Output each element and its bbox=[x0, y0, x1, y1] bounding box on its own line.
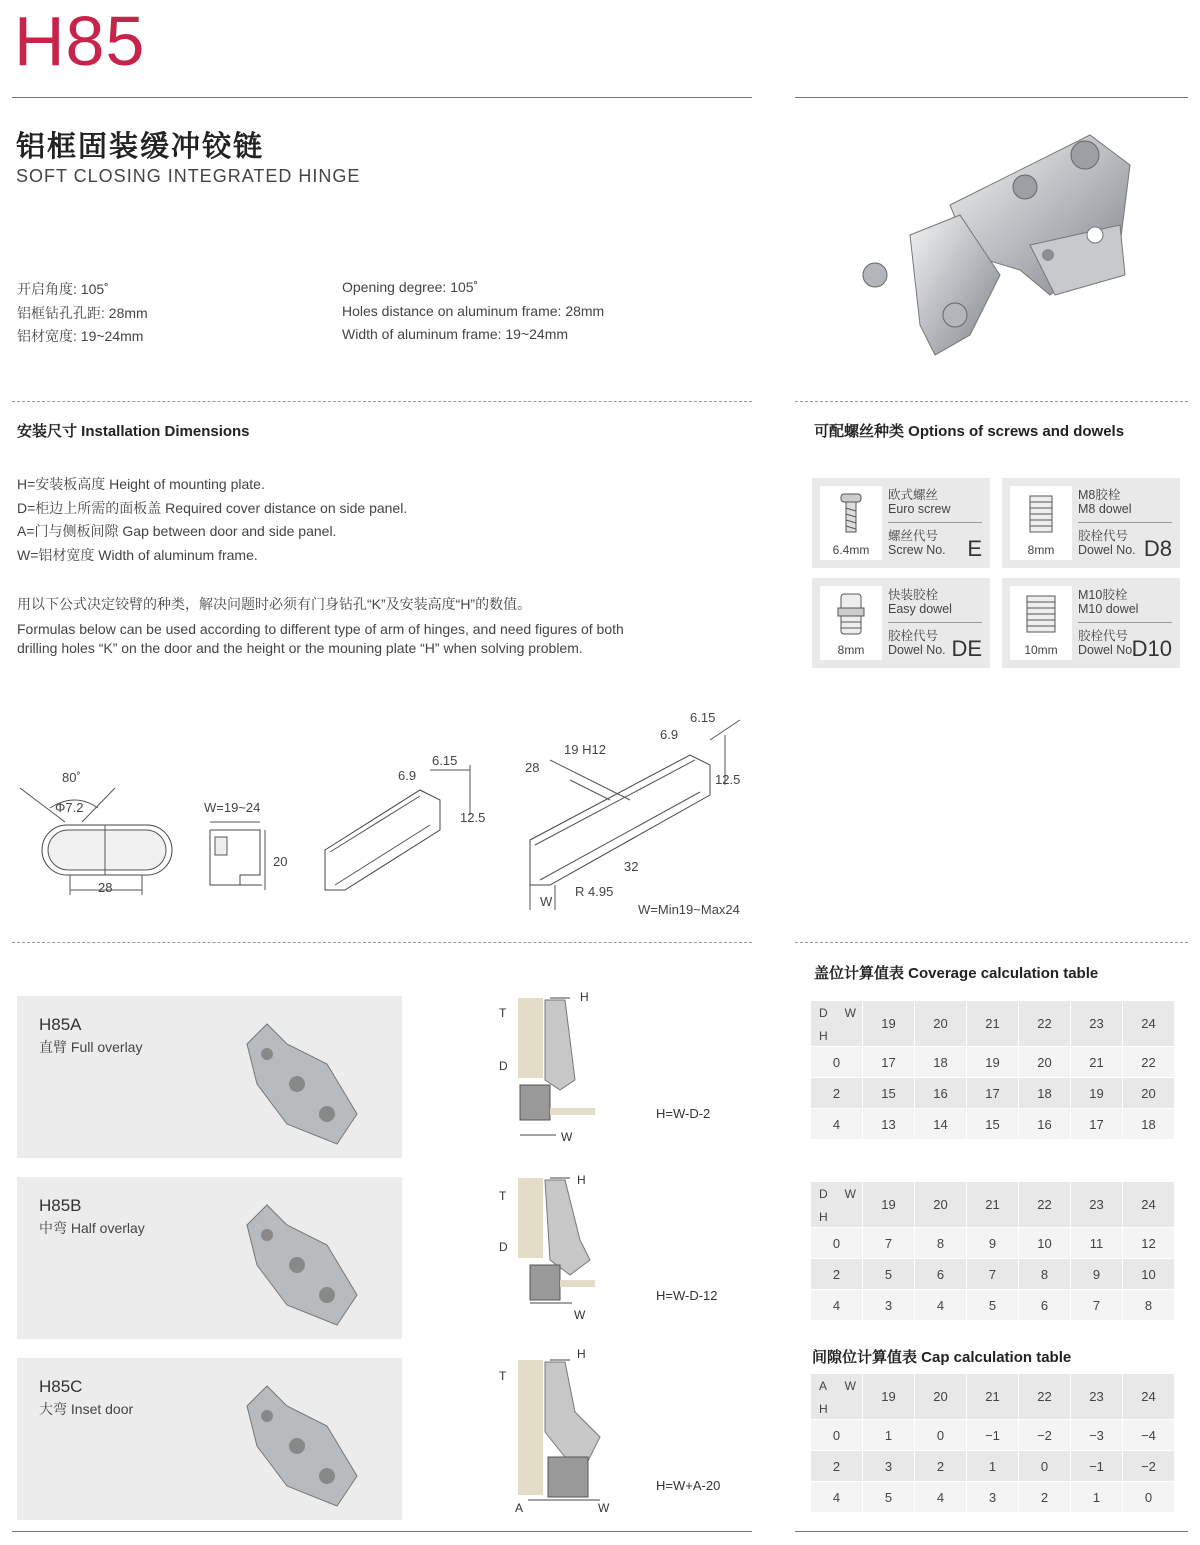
table-row: 4 5 4 3 2 1 0 bbox=[811, 1482, 1175, 1513]
screw-card-m10 bbox=[1002, 578, 1180, 668]
easy-code: DE bbox=[951, 636, 982, 661]
label-w: W bbox=[561, 1130, 573, 1144]
label-w: W bbox=[598, 1501, 610, 1515]
label-p2-a: 6.15 bbox=[690, 710, 716, 725]
model-card-h85b bbox=[17, 1177, 402, 1339]
label-cup-dia: Φ7.2 bbox=[55, 800, 84, 815]
model-name: H85A bbox=[39, 1015, 82, 1034]
hinge-arm-image bbox=[207, 1004, 377, 1154]
divider-screws bbox=[795, 401, 1188, 402]
label-p1-a: 6.9 bbox=[398, 768, 417, 783]
easy-dowel-icon bbox=[820, 586, 882, 660]
header-rule-right bbox=[795, 97, 1188, 98]
label-a: A bbox=[515, 1501, 524, 1515]
m10-code: D10 bbox=[1131, 636, 1172, 661]
col-header: 24 bbox=[1123, 1001, 1175, 1047]
coverage-table-2 bbox=[810, 1181, 1175, 1321]
col-header: 24 bbox=[1123, 1374, 1175, 1420]
col-header: 22 bbox=[1019, 1001, 1071, 1047]
label-t: T bbox=[499, 1189, 507, 1203]
cap-table bbox=[810, 1373, 1175, 1513]
col-header: 21 bbox=[967, 1001, 1019, 1047]
label-w: W bbox=[574, 1308, 586, 1322]
screw-code: E bbox=[967, 536, 982, 561]
model-card-h85c bbox=[17, 1358, 402, 1520]
coverage-table-1 bbox=[810, 1000, 1175, 1140]
label-p2-b: 6.9 bbox=[660, 727, 679, 742]
title-english: SOFT CLOSING INTEGRATED HINGE bbox=[16, 166, 361, 186]
model-desc: 直臂 Full overlay bbox=[39, 1039, 143, 1055]
easy-size: 8mm bbox=[837, 643, 865, 657]
table-corner: D W H bbox=[811, 1182, 863, 1228]
install-title: 安装尺寸 Installation Dimensions bbox=[17, 423, 250, 440]
screw-name-cn: 欧式螺丝 bbox=[888, 488, 939, 502]
screw-card-easy bbox=[812, 578, 990, 668]
header-rule-left bbox=[12, 97, 752, 98]
easy-name-en: Easy dowel bbox=[888, 602, 952, 616]
install-note-cn: 用以下公式决定铰臂的种类，解决问题时必须有门身钻孔“K”及安装高度“H”的数值。 bbox=[17, 596, 532, 612]
install-note-en-2: drilling holes “K” on the door and the height or the mouning plate “H” when solving problem. bbox=[17, 640, 583, 656]
formula-h85b: H=W-D-12 bbox=[656, 1288, 718, 1303]
euro-screw-icon bbox=[820, 486, 882, 560]
label-t: T bbox=[499, 1369, 507, 1383]
col-header: 23 bbox=[1071, 1001, 1123, 1047]
table-row: 2 5 6 7 8 9 10 bbox=[811, 1259, 1175, 1290]
label-frame-h: 20 bbox=[273, 854, 288, 869]
spec-holes-en: Holes distance on aluminum frame: 28mm bbox=[342, 302, 605, 319]
dowel-code-en: Dowel No. bbox=[1078, 543, 1136, 557]
label-p1-b: 6.15 bbox=[432, 753, 458, 768]
easy-code-en: Dowel No. bbox=[888, 643, 946, 657]
hinge-arm-image bbox=[207, 1366, 377, 1516]
label-p2-f: 32 bbox=[624, 859, 639, 874]
install-definitions bbox=[17, 473, 407, 567]
footer-rule-right bbox=[795, 1531, 1188, 1532]
col-header: 24 bbox=[1123, 1182, 1175, 1228]
m10-size: 10mm bbox=[1024, 643, 1058, 657]
col-header: 21 bbox=[967, 1374, 1019, 1420]
col-header: 23 bbox=[1071, 1374, 1123, 1420]
table-row: 2 15 16 17 18 19 20 bbox=[811, 1078, 1175, 1109]
dowel-code: D8 bbox=[1143, 536, 1172, 561]
label-h: H bbox=[577, 1347, 586, 1361]
dowel-size: 8mm bbox=[1027, 543, 1055, 557]
divider-tables bbox=[795, 942, 1188, 943]
table-corner: A W H bbox=[811, 1374, 863, 1420]
easy-name-cn: 快装胶栓 bbox=[888, 588, 939, 602]
label-p2-h: W bbox=[540, 894, 553, 909]
cap-title: 间隙位计算值表 Cap calculation table bbox=[812, 1349, 1072, 1366]
label-cup-angle: 80˚ bbox=[62, 770, 81, 785]
table-row: 4 3 4 5 6 7 8 bbox=[811, 1290, 1175, 1321]
dowel-name-cn: M8胶栓 bbox=[1078, 488, 1121, 502]
screw-card-m8 bbox=[1002, 478, 1180, 568]
def-d: D=柜边上所需的面板盖 Required cover distance on side panel. bbox=[17, 499, 408, 516]
mounting-diagrams bbox=[490, 990, 740, 1520]
label-p2-c: 19 H12 bbox=[564, 742, 606, 757]
table-row: 2 3 2 1 0 −1 −2 bbox=[811, 1451, 1175, 1482]
coverage-title: 盖位计算值表 Coverage calculation table bbox=[814, 965, 1099, 982]
title-chinese: 铝框固装缓冲铰链 bbox=[16, 131, 265, 163]
col-header: 20 bbox=[915, 1182, 967, 1228]
def-h: H=安装板高度 Height of mounting plate. bbox=[17, 476, 265, 492]
spec-width-cn: 铝材宽度: 19~24mm bbox=[17, 328, 144, 344]
hinge-arm-image bbox=[207, 1185, 377, 1335]
model-desc: 中弯 Half overlay bbox=[39, 1220, 145, 1236]
label-t: T bbox=[499, 1006, 507, 1020]
table-corner: D W H bbox=[811, 1001, 863, 1047]
hinge-product-image bbox=[850, 125, 1140, 375]
table-row: 0 7 8 9 10 11 12 bbox=[811, 1228, 1175, 1259]
m10-name-cn: M10胶栓 bbox=[1078, 588, 1128, 602]
label-p2-i: W=Min19~Max24 bbox=[638, 902, 740, 917]
dowel-name-en: M8 dowel bbox=[1078, 502, 1132, 516]
installation-drawings bbox=[10, 700, 755, 930]
spec-opening-en: Opening degree: 105˚ bbox=[342, 279, 479, 295]
easy-code-cn: 胶栓代号 bbox=[888, 629, 939, 643]
screw-name-en: Euro screw bbox=[888, 502, 951, 516]
model-card-h85a bbox=[17, 996, 402, 1158]
label-cup-width: 28 bbox=[98, 880, 113, 895]
label-p2-d: 28 bbox=[525, 760, 540, 775]
label-frame-w: W=19~24 bbox=[204, 800, 261, 815]
spec-opening-cn: 开启角度: 105˚ bbox=[17, 281, 109, 297]
table-row: 4 13 14 15 16 17 18 bbox=[811, 1109, 1175, 1140]
screw-code-en: Screw No. bbox=[888, 543, 946, 557]
table-row: 0 1 0 −1 −2 −3 −4 bbox=[811, 1420, 1175, 1451]
specs-english bbox=[342, 276, 604, 347]
screw-card-euro bbox=[812, 478, 990, 568]
model-name: H85B bbox=[39, 1196, 82, 1215]
col-header: 21 bbox=[967, 1182, 1019, 1228]
model-name: H85C bbox=[39, 1377, 83, 1396]
divider-models bbox=[12, 942, 752, 943]
divider-install bbox=[12, 401, 752, 402]
screw-size: 6.4mm bbox=[832, 543, 870, 557]
def-w: W=铝材宽度 Width of aluminum frame. bbox=[17, 546, 258, 563]
table-row: 0 17 18 19 20 21 22 bbox=[811, 1047, 1175, 1078]
m10-code-cn: 胶栓代号 bbox=[1078, 629, 1129, 643]
col-header: 22 bbox=[1019, 1374, 1071, 1420]
label-p2-e: 12.5 bbox=[715, 772, 741, 787]
dowel-code-cn: 胶栓代号 bbox=[1078, 529, 1129, 543]
formula-h85a: H=W-D-2 bbox=[656, 1106, 711, 1121]
col-header: 19 bbox=[863, 1001, 915, 1047]
label-d: D bbox=[499, 1240, 508, 1254]
spec-holes-cn: 铝框钻孔孔距: 28mm bbox=[17, 304, 148, 321]
model-desc: 大弯 Inset door bbox=[39, 1401, 134, 1417]
col-header: 22 bbox=[1019, 1182, 1071, 1228]
install-note-en bbox=[17, 620, 624, 658]
model-number: H85 bbox=[14, 2, 146, 80]
spec-width-en: Width of aluminum frame: 19~24mm bbox=[342, 326, 569, 342]
col-header: 19 bbox=[863, 1374, 915, 1420]
col-header: 20 bbox=[915, 1374, 967, 1420]
formula-h85c: H=W+A-20 bbox=[656, 1478, 721, 1493]
label-d: D bbox=[499, 1059, 508, 1073]
label-h: H bbox=[577, 1173, 586, 1187]
def-a: A=门与侧板间隙 Gap between door and side panel. bbox=[17, 523, 337, 539]
col-header: 23 bbox=[1071, 1182, 1123, 1228]
m10-code-en: Dowel No. bbox=[1078, 643, 1136, 657]
install-note-en-1: Formulas below can be used according to different type of arm of hinges, and need figures of both bbox=[17, 621, 624, 637]
label-p2-g: R 4.95 bbox=[575, 884, 614, 899]
col-header: 19 bbox=[863, 1182, 915, 1228]
screws-title: 可配螺丝种类 Options of screws and dowels bbox=[814, 423, 1125, 440]
m8-dowel-icon bbox=[1010, 486, 1072, 560]
footer-rule-left bbox=[12, 1531, 752, 1532]
screw-code-cn: 螺丝代号 bbox=[888, 529, 939, 543]
m10-dowel-icon bbox=[1010, 586, 1072, 660]
label-h: H bbox=[580, 990, 589, 1004]
specs-chinese bbox=[17, 278, 148, 349]
col-header: 20 bbox=[915, 1001, 967, 1047]
label-p1-c: 12.5 bbox=[460, 810, 486, 825]
m10-name-en: M10 dowel bbox=[1078, 602, 1139, 616]
